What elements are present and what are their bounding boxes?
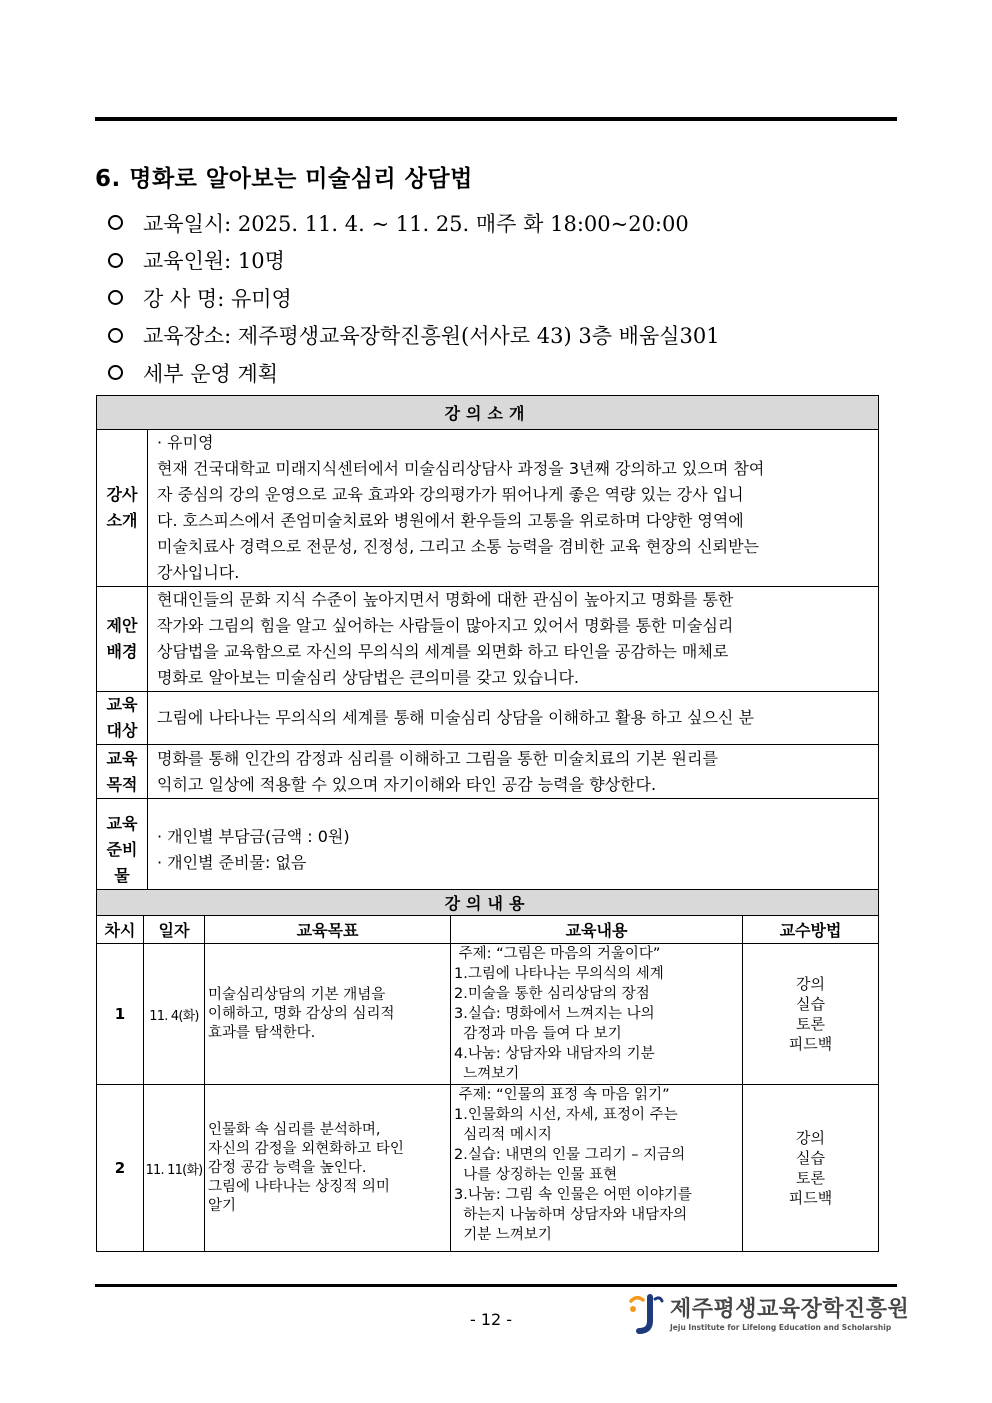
session-date: 11. 11(화) [144,1085,205,1252]
org-logo-text [670,1297,909,1332]
target-label: 교육 대상 [97,692,148,745]
top-rule [95,117,897,121]
background-text: 현대인들의 문화 지식 수준이 높아지면서 명화에 대한 관심이 높아지고 명화를 통한 작가와 그림의 힘을 알고 싶어하는 사람들이 많아지고 있어서 명화를 통한 미술심리 상담법을 교육함으로 자신의 무의식의 세계를 외면화 하고 타인을 공감하는 매체로 명화로 알아보는 미술심리 상담법은 큰의미를 갖고 있습니다. [148,587,879,692]
column-header-date: 일자 [144,916,205,944]
intro-table [96,395,879,901]
org-logo [628,1293,909,1335]
bottom-rule [95,1284,897,1287]
session-method: 강의 실습 토론 피드백 [743,1085,879,1252]
content-table [96,889,879,1252]
session-goal: 인물화 속 심리를 분석하며, 자신의 감정을 외현화하고 타인 감정 공감 능력을 높인다. 그림에 나타나는 상징적 의미 알기 [205,1085,451,1252]
preparation-label: 교육 준비 물 [97,799,148,901]
column-header-session: 차시 [97,916,144,944]
org-logo-mark-icon [628,1293,664,1335]
circle-bullet-icon [108,253,123,268]
circle-bullet-icon [108,328,123,343]
circle-bullet-icon [108,365,123,380]
bullet-instructor: 강 사 명: 유미영 [108,279,720,317]
bullet-plan: 세부 운영 계획 [108,354,720,392]
background-label: 제안 배경 [97,587,148,692]
preparation-text: · 개인별 부담금(금액 : 0원) · 개인별 준비물: 없음 [148,799,879,901]
session-number: 1 [97,944,144,1085]
org-name-english: Jeju Institute for Lifelong Education and Scholarship [670,1322,892,1332]
session-content: 주제: “인물의 표정 속 마음 읽기” 1.인물화의 시선, 자세, 표정이 주는 심리적 메시지 2.실습: 내면의 인물 그리기 – 지금의 나를 상징하는 인물 표현 3.나눔: 그림 속 인물은 어떤 이야기를 하는지 나눔하며 상담자와 내담자의 기분 느껴보기 [451,1085,743,1252]
session-date: 11. 4(화) [144,944,205,1085]
purpose-label: 교육 목적 [97,745,148,799]
session-number: 2 [97,1085,144,1252]
content-table-header: 강의내용 [97,890,879,916]
session-goal: 미술심리상담의 기본 개념을 이해하고, 명화 감상의 심리적 효과를 탐색한다. [205,944,451,1085]
instructor-label: 강사 소개 [97,430,148,587]
circle-bullet-icon [108,215,123,230]
table-row [97,1085,879,1252]
intro-table-header: 강의소개 [97,396,879,430]
column-header-method: 교수방법 [743,916,879,944]
session-content: 주제: “그림은 마음의 거울이다” 1.그림에 나타나는 무의식의 세계 2.미술을 통한 심리상담의 장점 3.실습: 명화에서 느껴지는 나의 감정과 마음 들여 다 보기 4.나눔: 상담자와 내담자의 기분 느껴보기 [451,944,743,1085]
table-row [97,944,879,1085]
org-name: 제주평생교육장학진흥원 [670,1296,910,1322]
bullet-capacity: 교육인원: 10명 [108,242,720,280]
column-header-content: 교육내용 [451,916,743,944]
target-text: 그림에 나타나는 무의식의 세계를 통해 미술심리 상담을 이해하고 활용 하고 싶으신 분 [148,692,879,745]
bullet-location: 교육장소: 제주평생교육장학진흥원(서사로 43) 3층 배움실301 [108,317,720,355]
instructor-text: · 유미영 현재 건국대학교 미래지식센터에서 미술심리상담사 과정을 3년째 강의하고 있으며 참여 자 중심의 강의 운영으로 교육 효과와 강의평가가 뛰어나게 좋은 역량 있는 강사 입니 다. 호스피스에서 존엄미술치료와 병원에서 환우들의 고통을 위로하며 다양한 영역에 미술치료사 경력으로 전문성, 진정성, 그리고 소통 능력을 겸비한 교육 현장의 신뢰받는 강사입니다. [148,430,879,587]
page-number: - 12 - [470,1310,513,1329]
section-title: 6. 명화로 알아보는 미술심리 상담법 [95,166,473,192]
circle-bullet-icon [108,290,123,305]
column-header-goal: 교육목표 [205,916,451,944]
info-bullet-list [108,204,720,392]
bullet-schedule: 교육일시: 2025. 11. 4. ~ 11. 25. 매주 화 18:00~20:00 [108,204,720,242]
session-method: 강의 실습 토론 피드백 [743,944,879,1085]
purpose-text: 명화를 통해 인간의 감정과 심리를 이해하고 그림을 통한 미술치료의 기본 원리를 익히고 일상에 적용할 수 있으며 자기이해와 타인 공감 능력을 향상한다. [148,745,879,799]
